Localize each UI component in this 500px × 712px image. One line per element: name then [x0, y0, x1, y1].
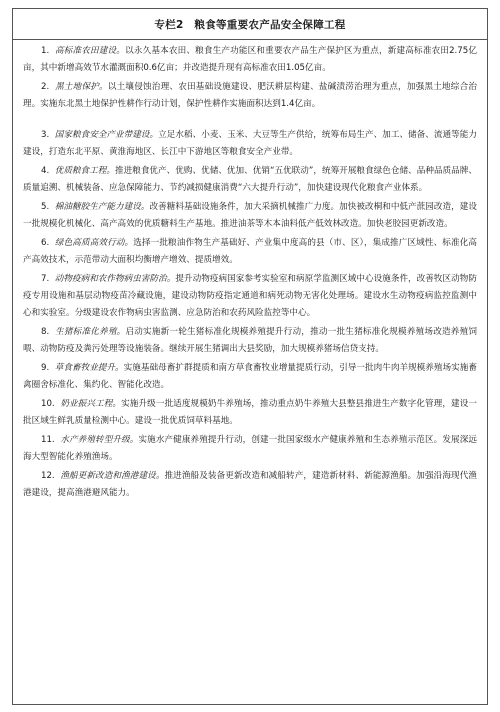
list-item: 9. 草食畜牧业提升。实施基础母畜扩群提质和南方草食畜牧业增量提质行动，引导一批肉牛肉羊规模养殖场实施畜禽圈舍标准化、集约化、智能化改造。	[23, 363, 477, 390]
list-item: 8. 生猪标准化养殖。启动实施新一轮生猪标准化规模养殖提升行动，推动一批生猪标准化规模养殖场改造养殖饲喂、动物防疫及粪污处理等设施装备。继续开展生猪调出大县奖励，加大规模养猪场信贷支持。	[23, 327, 477, 354]
items-list	[13, 43, 487, 502]
title-row	[13, 9, 487, 40]
list-item: 11. 水产养殖转型升级。实施水产健康养殖提升行动，创建一批国家级水产健康养殖和生态养殖示范区。发展深远海大型智能化养殖渔场。	[23, 435, 477, 462]
list-item: 7. 动物疫病和农作物病虫害防治。提升动物疫病国家参考实验室和病原学监测区域中心设施条件，改善牧区动物防疫专用设施和基层动物疫苗冷藏设施，建设动物防疫指定通道和病死动物无害化处理场。建设水生动物疫病监控监测中心和实验室。分级建设农作物病虫害监测、应急防治和农药风险监控等中心。	[23, 274, 477, 318]
list-item: 1. 高标准农田建设。以永久基本农田、粮食生产功能区和重要农产品生产保护区为重点，新建高标准农田2.75亿亩，其中新增高效节水灌溉面积0.6亿亩；并改造提升现有高标准农田1.05亿亩。	[23, 46, 477, 73]
document-frame	[12, 8, 488, 705]
list-item: 3. 国家粮食安全产业带建设。立足水稻、小麦、玉米、大豆等生产供给，统筹布局生产、加工、储备、流通等能力建设，打造东北平原、黄淮海地区、长江中下游地区等粮食安全产业带。	[23, 130, 477, 157]
list-item: 5. 棉油糖胶生产能力建设。改善糖料基础设施条件，加大采摘机械推广力度。加快被改桐和中低产蔗园改造，建设一批规模化机械化、高产高效的优质糖料生产基地。推进油茶等木本油料低产低效林改造。加快老胶园更新改造。	[23, 202, 477, 229]
list-item: 6. 绿色高质高效行动。选择一批粮油作物生产基础好、产业集中度高的县（市、区），集成推广区域性、标准化高产高效技术，示范带动大面积均衡增产增效、提质增效。	[23, 238, 477, 265]
list-item: 2. 黑土地保护。以土壤侵蚀治理、农田基础设施建设、肥沃耕层构建、盐碱渍涝治理为重点，加强黑土地综合治理。实施东北黑土地保护性耕作行动计划，保护性耕作实施面积达到1.4亿亩。	[23, 82, 477, 109]
document-title: 专栏2 粮食等重要农产品安全保障工程	[154, 18, 346, 31]
list-item: 4. 优质粮食工程。推进粮食优产、优购、优储、优加、优销“五优联动”，统筹开展粮食绿色仓储、品种品质品牌、质量追溯、机械装备、应急保障能力、节约减损健康消费“六大提升行动”，加快建设现代化粮食产业体系。	[23, 166, 477, 193]
list-item: 12. 渔船更新改造和渔港建设。推进渔船及装备更新改造和减船转产，建造新材料、新能源渔船。加强沿海现代渔港建设，提高渔港避风能力。	[23, 471, 477, 498]
list-item: 10. 奶业振兴工程。实施升级一批适度规模奶牛养殖场，推动重点奶牛养殖大县整县推进生产数字化管理，建设一批区域生鲜乳质量检测中心。建设一批优质饲草料基地。	[23, 399, 477, 426]
